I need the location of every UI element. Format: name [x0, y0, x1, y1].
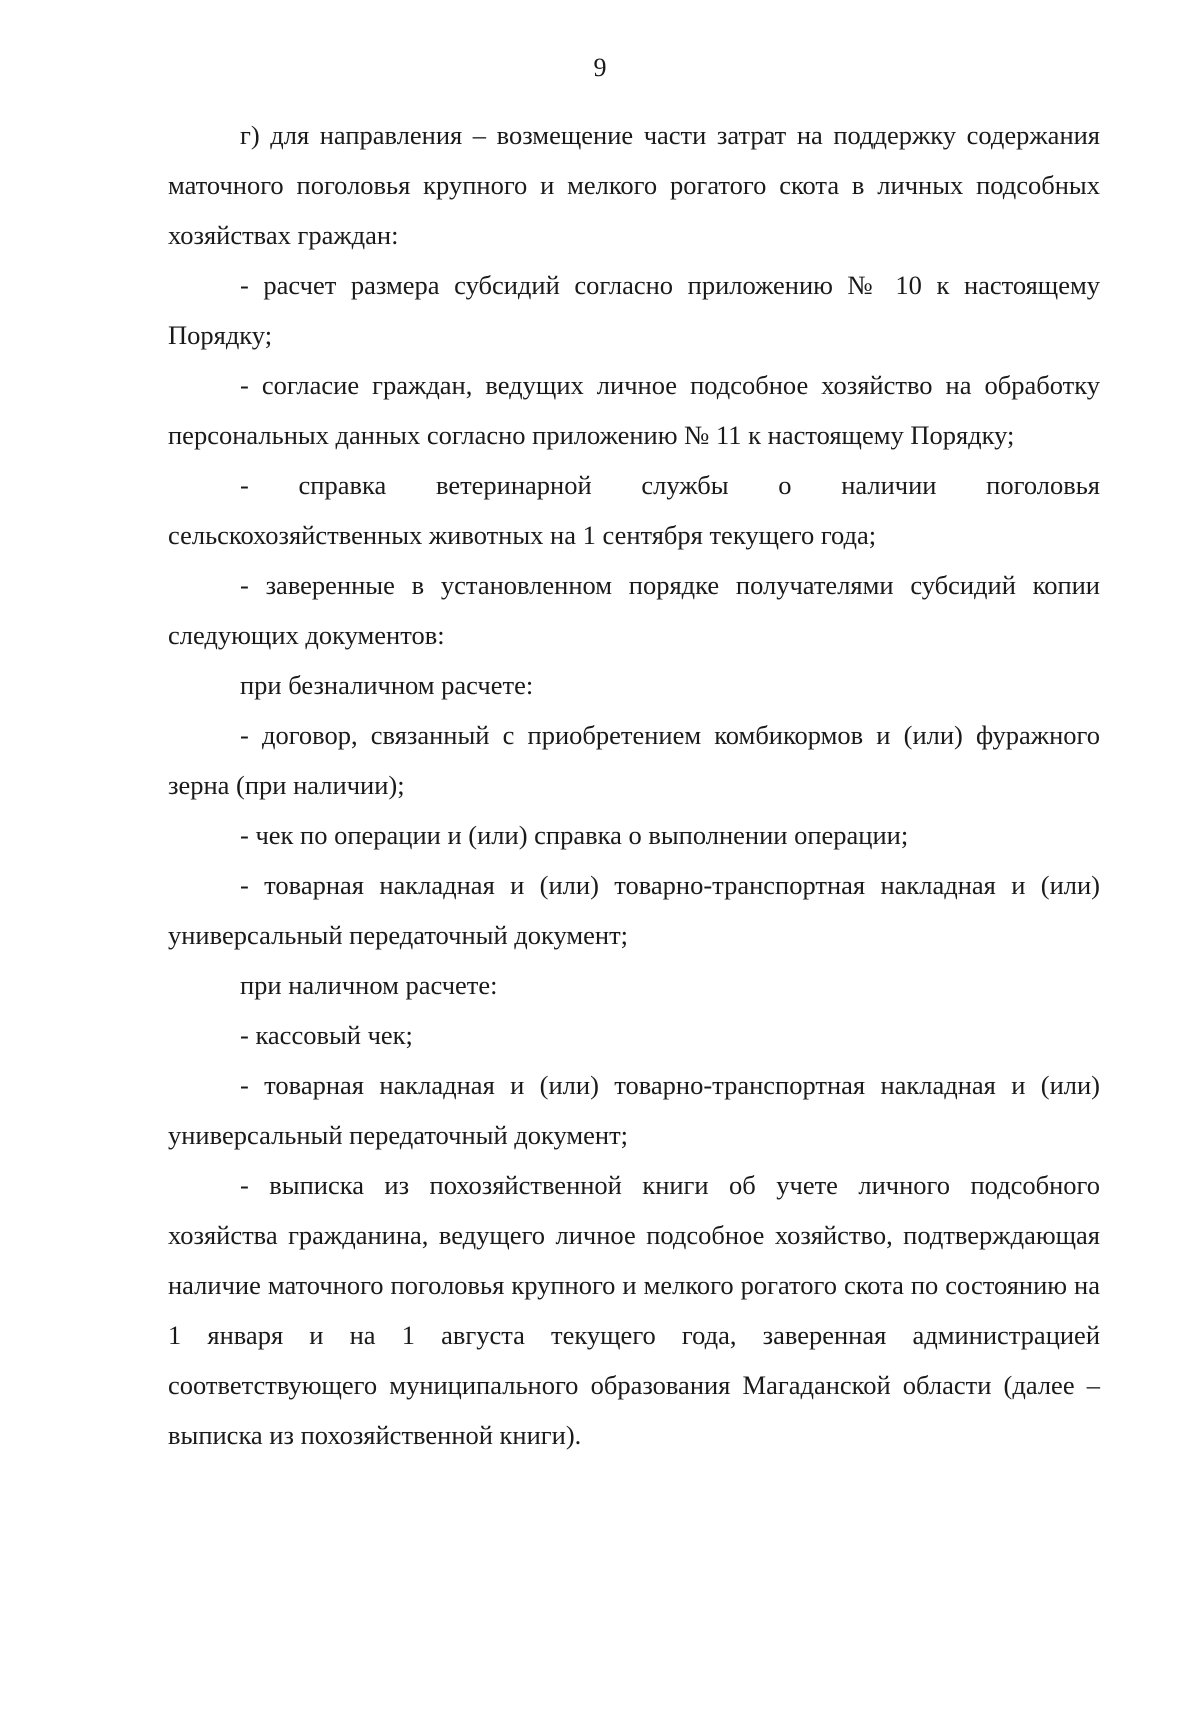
list-item-waybill-cash: - товарная накладная и (или) товарно-транспортная накладная и (или) универсальный передаточный документ;: [168, 1070, 1100, 1150]
list-item-veterinary-certificate: - справка ветеринарной службы о наличии поголовья сельскохозяйственных животных на 1 сентября текущего года;: [168, 470, 1100, 550]
list-item-certified-copies: - заверенные в установленном порядке получателями субсидий копии следующих документов:: [168, 570, 1100, 650]
document-body: [168, 110, 1100, 1460]
paragraph-intro: г) для направления – возмещение части затрат на поддержку содержания маточного поголовья крупного и мелкого рогатого скота в личных подсобных хозяйствах граждан:: [168, 120, 1100, 250]
page-number: 9: [593, 53, 607, 82]
list-item-personal-data-consent: - согласие граждан, ведущих личное подсобное хозяйство на обработку персональных данных согласно приложению № 11 к настоящему Порядку;: [168, 370, 1100, 450]
list-item-contract: - договор, связанный с приобретением комбикормов и (или) фуражного зерна (при наличии);: [168, 720, 1100, 800]
subheading-cash-payment: при наличном расчете:: [240, 970, 498, 1000]
list-item-subsidy-calculation: - расчет размера субсидий согласно приложению № 10 к настоящему Порядку;: [168, 270, 1100, 350]
list-item-household-book-extract: - выписка из похозяйственной книги об учете личного подсобного хозяйства гражданина, ведущего личное подсобное хозяйство, подтверждающая наличие маточного поголовья крупного и мелкого рогатого скота по состоянию на 1 января и на 1 августа текущего года, заверенная администрацией соответствующего муниципального образования Магаданской области (далее – выписка из похозяйственной книги).: [168, 1170, 1100, 1450]
list-item-waybill-cashless: - товарная накладная и (или) товарно-транспортная накладная и (или) универсальный передаточный документ;: [168, 870, 1100, 950]
subheading-cashless-payment: при безналичном расчете:: [240, 670, 534, 700]
list-item-receipt: - чек по операции и (или) справка о выполнении операции;: [240, 820, 909, 850]
list-item-cash-receipt: - кассовый чек;: [240, 1020, 413, 1050]
